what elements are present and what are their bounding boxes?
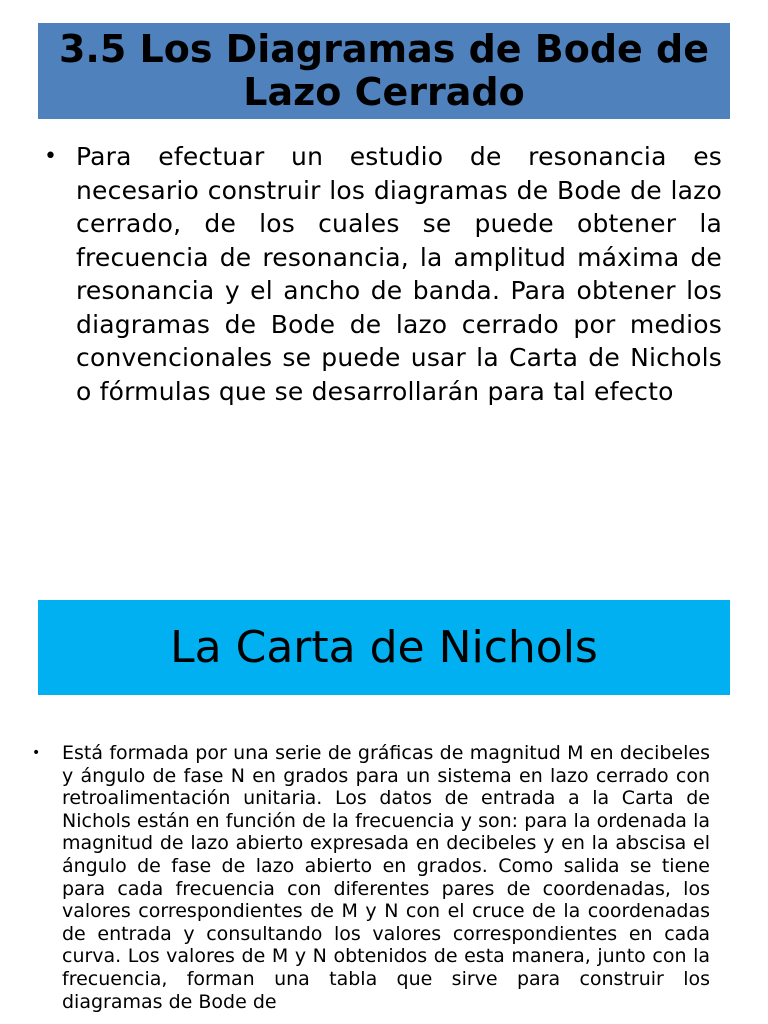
- slide-title: La Carta de Nichols: [170, 622, 598, 673]
- bullet-icon: •: [32, 745, 41, 761]
- bullet-item: [44, 140, 722, 408]
- slide-title-banner: [38, 600, 730, 695]
- bullet-list: [44, 140, 722, 408]
- bullet-item: [32, 742, 710, 1013]
- bullet-text: Para efectuar un estudio de resonancia es necesario construir los diagramas de Bode de lazo cerrado, de los cuales se puede obtener la frecuencia de resonancia, la amplitud máxima de resonancia y el ancho de banda. Para obtener los diagramas de Bode de lazo cerrado por medios convencionales se puede usar la Carta de Nichols o fórmulas que se desarrollarán para tal efecto: [76, 142, 722, 406]
- slide-title: 3.5 Los Diagramas de Bode de Lazo Cerrado: [58, 27, 710, 114]
- slide-carta-de-nichols: [0, 580, 768, 1024]
- bullet-text: Está formada por una serie de gráficas de magnitud M en decibeles y ángulo de fase N en grados para un sistema en lazo cerrado con retroalimentación unitaria. Los datos de entrada a la Carta de Nichols están en función de la frecuencia y son: para la ordenada la magnitud de lazo abierto expresada en decibeles y en la abscisa el ángulo de fase de lazo abierto en grados. Como salida se tiene para cada frecuencia con diferentes pares de coordenadas, los valores correspondientes de M y N con el cruce de la coordenadas de entrada y consultando los valores correspondientes en cada curva. Los valores de M y N obtenidos de esta manera, junto con la frecuencia, forman una tabla que sirve para construir los diagramas de Bode de: [62, 742, 710, 1013]
- slide-title-banner: [38, 23, 730, 119]
- bullet-list: [32, 742, 710, 1013]
- bullet-icon: •: [44, 144, 58, 169]
